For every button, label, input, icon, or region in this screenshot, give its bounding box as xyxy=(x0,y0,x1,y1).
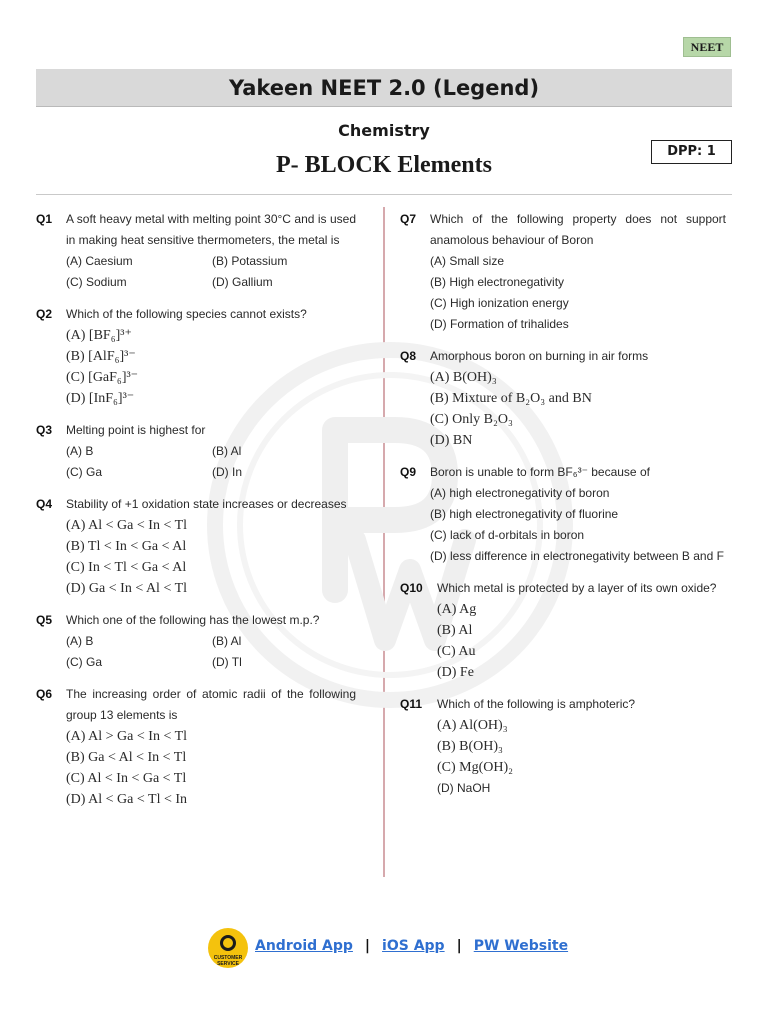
question-text: The increasing order of atomic radii of the following group 13 elements is xyxy=(66,687,356,722)
customer-service-icon[interactable] xyxy=(208,928,248,968)
banner-title: Yakeen NEET 2.0 (Legend) xyxy=(36,69,732,107)
option-item: (B) [AlF₆]³⁻ xyxy=(66,349,136,364)
question-number: Q2 xyxy=(36,307,53,321)
option-item: (D) BN xyxy=(430,433,473,448)
question-text: Melting point is highest for xyxy=(66,423,206,437)
question-item xyxy=(36,420,356,483)
question-number: Q6 xyxy=(36,687,53,701)
question-text: Boron is unable to form BF₆³⁻ because of xyxy=(430,465,650,479)
option-item: (B) Al xyxy=(212,634,242,648)
option-item: (A) B(OH)₃ xyxy=(430,370,497,385)
option-item: (A) Small size xyxy=(430,254,505,268)
option-item: (A) Al < Ga < In < Tl xyxy=(66,518,188,533)
question-item xyxy=(400,462,726,567)
option-item: (D) Formation of trihalides xyxy=(430,317,569,331)
option-item: (C) Mg(OH)₂ xyxy=(437,760,514,775)
question-item xyxy=(400,578,726,683)
question-text: Stability of +1 oxidation state increases or decreases xyxy=(66,497,347,511)
option-item: (D) less difference in electronegativity between B and F xyxy=(430,549,724,563)
option-item: (B) B(OH)₃ xyxy=(437,739,503,754)
option-item: (D) Gallium xyxy=(212,275,273,289)
options-list xyxy=(437,599,726,683)
option-item: (A) Caesium xyxy=(66,254,133,268)
question-text: Amorphous boron on burning in air forms xyxy=(430,349,649,363)
header-divider xyxy=(36,194,732,195)
option-item: (A) Al(OH)₃ xyxy=(437,718,508,733)
option-item: (A) B xyxy=(66,444,94,458)
options-list xyxy=(66,325,356,409)
option-item: (D) NaOH xyxy=(437,781,491,795)
option-item: (B) Al xyxy=(437,623,473,638)
option-item: (B) Potassium xyxy=(212,254,288,268)
right-question-column xyxy=(400,209,726,810)
options-list xyxy=(430,483,726,567)
option-item: (D) Tl xyxy=(212,655,242,669)
question-text: Which of the following species cannot exists? xyxy=(66,307,307,321)
question-number: Q7 xyxy=(400,212,417,226)
question-number: Q1 xyxy=(36,212,53,226)
option-item: (D) [InF₆]³⁻ xyxy=(66,391,135,406)
option-item: (C) [GaF₆]³⁻ xyxy=(66,370,139,385)
options-list xyxy=(66,441,356,483)
option-item: (C) Ga xyxy=(66,465,102,479)
option-item: (C) In < Tl < Ga < Al xyxy=(66,560,187,575)
link-separator: | xyxy=(364,938,371,954)
question-item xyxy=(400,209,726,335)
question-number: Q11 xyxy=(400,697,423,711)
question-item xyxy=(36,610,356,673)
option-item: (D) Fe xyxy=(437,665,474,680)
option-item: (A) Ag xyxy=(437,602,477,617)
question-number: Q9 xyxy=(400,465,417,479)
headset-icon xyxy=(220,935,236,951)
option-item: (A) [BF₆]³⁺ xyxy=(66,328,132,343)
question-text: Which of the following is amphoteric? xyxy=(437,697,636,711)
question-number: Q3 xyxy=(36,423,53,437)
option-item: (C) Only B₂O₃ xyxy=(430,412,513,427)
pw-website-link[interactable]: PW Website xyxy=(473,938,569,954)
option-item: (B) Ga < Al < In < Tl xyxy=(66,750,187,765)
option-item: (C) Au xyxy=(437,644,476,659)
topic-heading: P- BLOCK Elements xyxy=(276,152,492,178)
footer-bar xyxy=(0,928,768,972)
question-item xyxy=(36,494,356,599)
question-text: A soft heavy metal with melting point 30°C and is used in making heat sensitive thermometers, the metal is xyxy=(66,212,356,247)
options-list xyxy=(66,726,356,810)
support-caption: CUSTOMER SERVICE xyxy=(213,955,243,967)
option-item: (B) High electronegativity xyxy=(430,275,565,289)
question-item xyxy=(36,684,356,810)
question-number: Q8 xyxy=(400,349,417,363)
dpp-box: DPP: 1 xyxy=(651,140,732,164)
ios-app-link[interactable]: iOS App xyxy=(382,938,445,954)
options-list xyxy=(66,515,356,599)
option-item: (A) Al > Ga < In < Tl xyxy=(66,729,188,744)
footer-links xyxy=(255,938,568,954)
option-item: (C) lack of d-orbitals in boron xyxy=(430,528,585,542)
link-separator: | xyxy=(456,938,462,954)
question-item xyxy=(400,346,726,451)
options-list xyxy=(66,631,356,673)
question-text: Which of the following property does not support anamolous behaviour of Boron xyxy=(430,212,726,247)
question-number: Q5 xyxy=(36,613,53,627)
options-list xyxy=(66,251,356,293)
option-item: (C) Al < In < Ga < Tl xyxy=(66,771,187,786)
option-item: (A) B xyxy=(66,634,94,648)
exam-badge: NEET xyxy=(683,37,731,57)
question-text: Which metal is protected by a layer of its own oxide? xyxy=(437,581,717,595)
option-item: (C) Sodium xyxy=(66,275,127,289)
left-question-column xyxy=(36,209,356,821)
android-app-link[interactable]: Android App xyxy=(255,938,353,954)
option-item: (B) Mixture of B₂O₃ and BN xyxy=(430,391,592,406)
options-list xyxy=(430,251,726,335)
options-list xyxy=(437,715,726,799)
option-item: (B) Al xyxy=(212,444,242,458)
subject-heading: Chemistry xyxy=(338,121,430,140)
option-item: (B) Tl < In < Ga < Al xyxy=(66,539,187,554)
question-item xyxy=(36,209,356,293)
option-item: (A) high electronegativity of boron xyxy=(430,486,610,500)
question-item xyxy=(36,304,356,409)
option-item: (B) high electronegativity of fluorine xyxy=(430,507,619,521)
question-number: Q4 xyxy=(36,497,53,511)
options-list xyxy=(430,367,726,451)
option-item: (C) Ga xyxy=(66,655,102,669)
option-item: (D) In xyxy=(212,465,242,479)
question-text: Which one of the following has the lowest m.p.? xyxy=(66,613,320,627)
option-item: (D) Ga < In < Al < Tl xyxy=(66,581,188,596)
option-item: (D) Al < Ga < Tl < In xyxy=(66,792,188,807)
question-number: Q10 xyxy=(400,581,423,595)
option-item: (C) High ionization energy xyxy=(430,296,569,310)
question-item xyxy=(400,694,726,799)
